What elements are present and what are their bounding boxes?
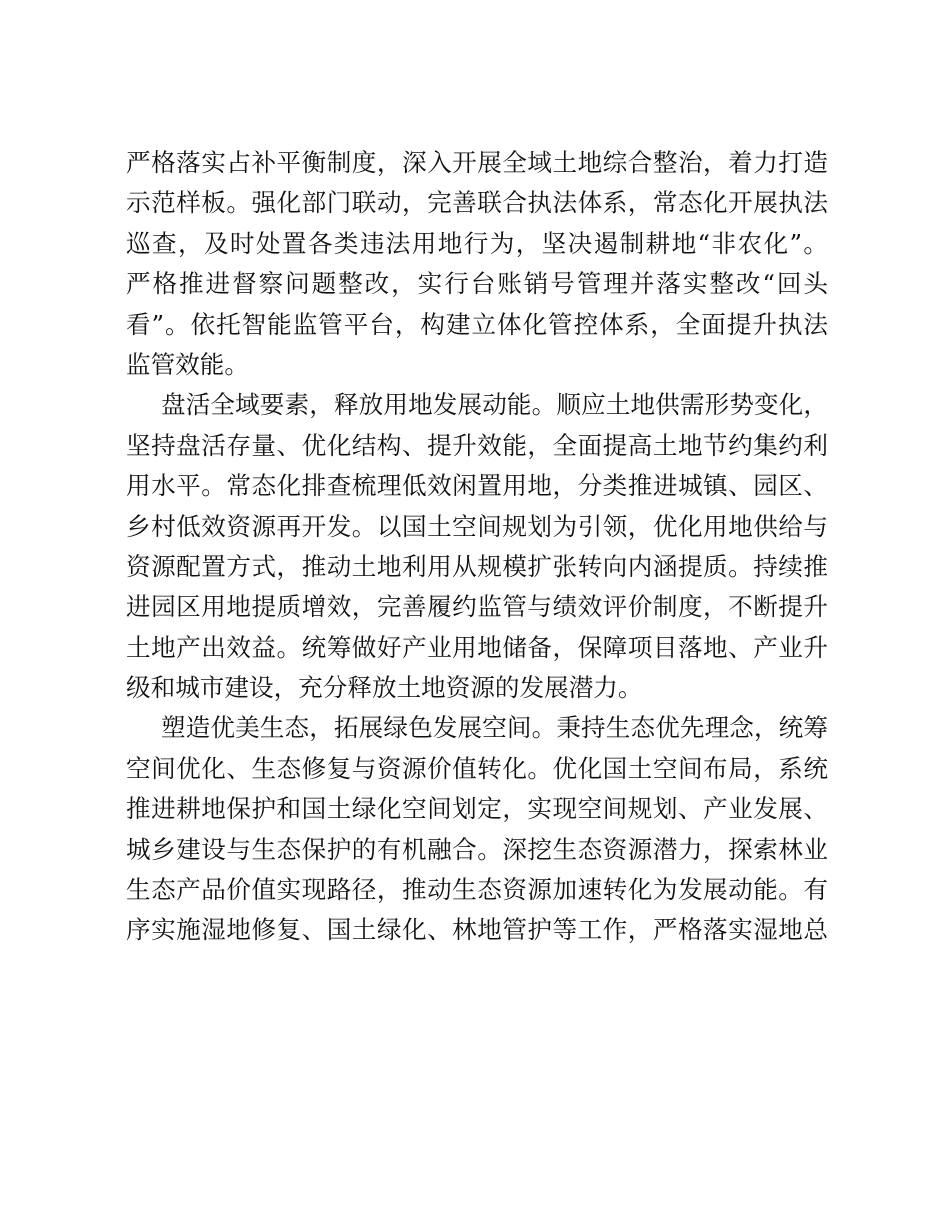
text-line: 看”。依托智能监管平台，构建立体化管控体系，全面提升执法	[126, 309, 828, 339]
text-line: 推进耕地保护和国土绿化空间划定，实现空间规划、产业发展、	[126, 794, 828, 824]
paragraph-first-line: 塑造优美生态，拓展绿色发展空间。秉持生态优先理念，统筹	[161, 713, 828, 743]
text-line: 乡村低效资源再开发。以国土空间规划为引领，优化用地供给与	[126, 511, 828, 541]
text-line: 生态产品价值实现路径，推动生态资源加速转化为发展动能。有	[126, 875, 828, 905]
text-line: 严格推进督察问题整改，实行台账销号管理并落实整改“回头	[126, 269, 828, 299]
text-line: 资源配置方式，推动土地利用从规模扩张转向内涵提质。持续推	[126, 551, 828, 581]
text-line: 空间优化、生态修复与资源价值转化。优化国土空间布局，系统	[126, 753, 828, 783]
text-line: 用水平。常态化排查梳理低效闲置用地，分类推进城镇、园区、	[126, 471, 828, 501]
text-line: 示范样板。强化部门联动，完善联合执法体系，常态化开展执法	[126, 188, 828, 218]
text-line: 进园区用地提质增效，完善履约监管与绩效评价制度，不断提升	[126, 592, 828, 622]
document-body	[126, 143, 828, 951]
text-line: 巡查，及时处置各类违法用地行为，坚决遏制耕地“非农化”。	[126, 228, 828, 258]
text-line: 序实施湿地修复、国土绿化、林地管护等工作，严格落实湿地总	[126, 915, 828, 945]
text-line: 监管效能。	[126, 349, 249, 379]
text-line: 土地产出效益。统筹做好产业用地储备，保障项目落地、产业升	[126, 632, 828, 662]
text-line: 坚持盘活存量、优化结构、提升效能，全面提高土地节约集约利	[126, 430, 828, 460]
text-line: 级和城市建设，充分释放土地资源的发展潜力。	[126, 673, 643, 703]
paragraph-first-line: 盘活全域要素，释放用地发展动能。顺应土地供需形势变化，	[161, 390, 828, 420]
text-line: 城乡建设与生态保护的有机融合。深挖生态资源潜力，探索林业	[126, 834, 828, 864]
text-line: 严格落实占补平衡制度，深入开展全域土地综合整治，着力打造	[126, 148, 828, 177]
